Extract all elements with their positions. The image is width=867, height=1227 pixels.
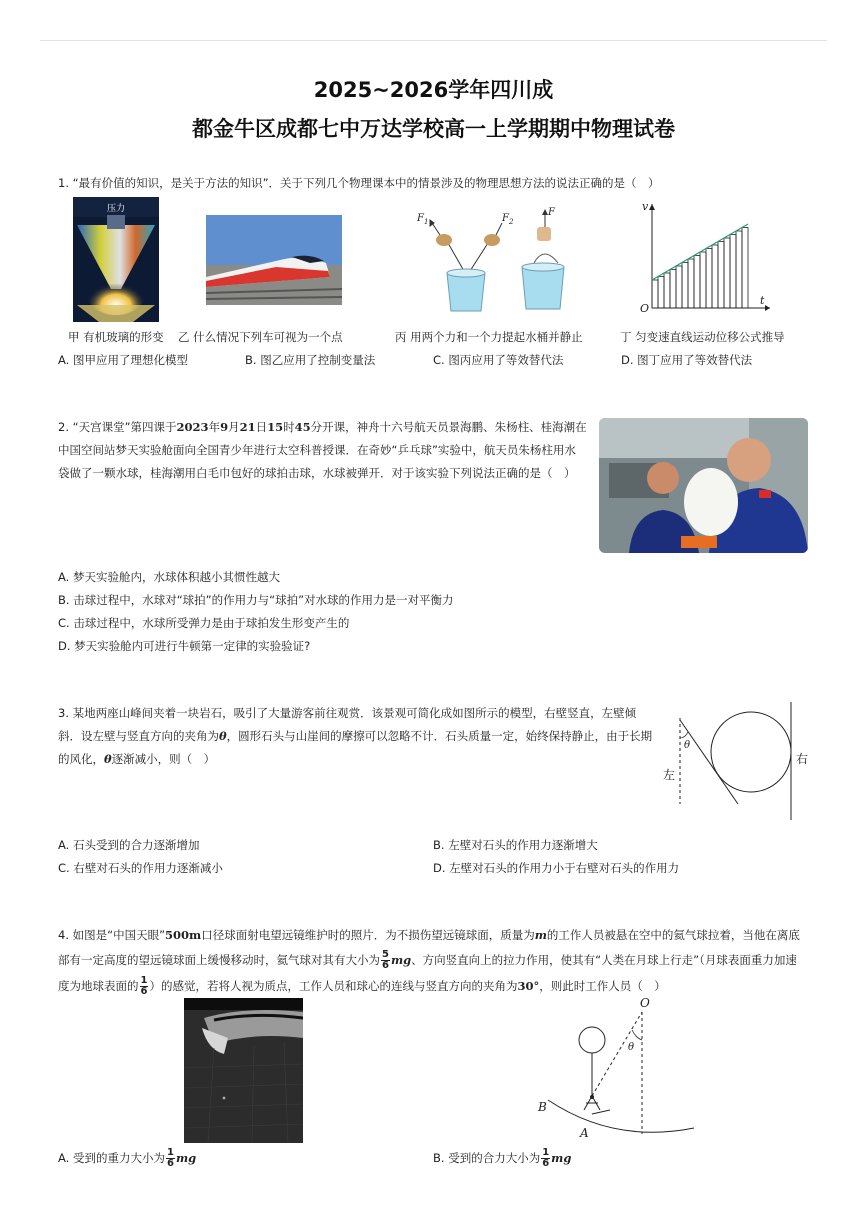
q1-option-d[interactable]: D. 图丁应用了等效替代法 <box>621 353 753 367</box>
q1-image-ding-vt-graph <box>636 200 776 316</box>
vt-strip <box>658 277 664 309</box>
vt-strip <box>742 228 748 309</box>
fraction-1-6: $\frac{1}{6}$ <box>166 1147 174 1169</box>
point-o-label: O <box>640 996 650 1010</box>
vt-strip <box>682 263 688 309</box>
fig-theta-label: θ <box>628 1042 635 1053</box>
vt-strip <box>688 259 694 308</box>
force-f2-label: $F_2$ <box>502 213 514 226</box>
point-b-label: B <box>538 1100 547 1114</box>
q2-photo-space-station <box>599 418 808 553</box>
vt-strip <box>700 252 706 308</box>
vt-strip <box>664 273 670 308</box>
fig-left-label: 左 <box>663 768 676 782</box>
q3-figure-rock <box>660 700 820 828</box>
q2-line2: 中国空间站梦天实验舱面向全国青少年进行太空科普授课．在奇妙“乒乓球”实验中，航天员朱杨柱用水 <box>58 443 576 457</box>
q4-line1: 4. 如图是“中国天眼”500m口径球面射电望远镜维护时的照片．为不损伤望远镜球面，质量为m的工作人员被悬在空中的氦气球拉着，当他在离底 <box>58 928 800 942</box>
q1-caption-yi: 乙 什么情况下列车可视为一个点 <box>178 330 343 344</box>
q3-option-c[interactable]: C. 右壁对石头的作用力逐渐减小 <box>58 861 223 875</box>
page-title-line1: 2025~2026学年四川成 <box>313 78 554 102</box>
q3-line3: 的风化，θ逐渐减小，则（ ） <box>58 752 216 766</box>
q2-option-a[interactable]: A. 梦天实验舱内，水球体积越小其惯性越大 <box>58 570 280 584</box>
q4-figure-schematic <box>534 996 700 1144</box>
q2-option-c[interactable]: C. 击球过程中，水球所受弹力是由于球拍发生形变产生的 <box>58 616 350 630</box>
fraction-1-6: $\frac{1}{6}$ <box>542 1147 550 1169</box>
q4-line3: 度为地球表面的 $\frac{1}{6}$ ）的感觉，若将人视为质点，工作人员和球心的连线与竖直方向的夹角为30°，则此时工作人员（ ） <box>58 975 666 997</box>
q4-option-b[interactable]: B. 受到的合力大小为 $\frac{1}{6}$ mg <box>433 1147 572 1169</box>
q1-caption-jia: 甲 有机玻璃的形变 <box>68 330 164 344</box>
vt-strip <box>676 266 682 308</box>
vt-strip <box>694 256 700 309</box>
q1-image-yi-train <box>206 215 342 305</box>
vt-strip <box>718 242 724 309</box>
q1-option-a[interactable]: A. 图甲应用了理想化模型 <box>58 353 188 367</box>
force-f-label: F <box>548 207 555 218</box>
point-a-label: A <box>580 1126 589 1140</box>
vt-strip <box>736 231 742 308</box>
q4-option-a[interactable]: A. 受到的重力大小为 $\frac{1}{6}$ mg <box>58 1147 197 1169</box>
q3-option-a[interactable]: A. 石头受到的合力逐渐增加 <box>58 838 200 852</box>
q3-option-b[interactable]: B. 左壁对石头的作用力逐渐增大 <box>433 838 598 852</box>
fig-theta: θ <box>684 740 691 751</box>
q2-option-b[interactable]: B. 击球过程中，水球对“球拍”的作用力与“球拍”对水球的作用力是一对平衡力 <box>58 593 454 607</box>
q3-line2: 斜．设左壁与竖直方向的夹角为θ，圆形石头与山崖间的摩擦可以忽略不计．石头质量一定，始终保持静止，由于长期 <box>58 729 653 743</box>
q1-image-bing-buckets <box>412 205 572 315</box>
fraction-5-6: $\frac{5}{6}$ <box>382 949 389 971</box>
origin-label: O <box>640 302 650 315</box>
q1-option-b[interactable]: B. 图乙应用了控制变量法 <box>245 353 376 367</box>
q4-line2: 部有一定高度的望远镜球面上缓慢移动时，氦气球对其有大小为 $\frac{5}{6}$ mg、方向竖直向上的拉力作用，使其有“人类在月球上行走”（月球表面重力加速 <box>58 949 797 971</box>
q1-caption-ding: 丁 匀变速直线运动位移公式推导 <box>620 330 785 344</box>
q2-option-d[interactable]: D. 梦天实验舱内可进行牛顿第一定律的实验验证? <box>58 639 311 653</box>
fig-right-label: 右 <box>796 752 809 766</box>
pressure-label: 压力 <box>107 204 126 214</box>
vt-strip <box>712 245 718 308</box>
force-f1-label: $F_1$ <box>417 213 429 226</box>
axis-t-label: t <box>760 294 765 307</box>
vt-strip <box>724 238 730 308</box>
q3-line1: 3. 某地两座山峰间夹着一块岩石，吸引了大量游客前往观赏．该景观可简化成如图所示的模型，右壁竖直，左壁倾 <box>58 706 637 720</box>
axis-v-label: v <box>642 200 649 213</box>
q3-option-d[interactable]: D. 左壁对石头的作用力小于右壁对石头的作用力 <box>433 861 680 875</box>
page-title-line2: 都金牛区成都七中万达学校高一上学期期中物理试卷 <box>192 117 675 141</box>
vt-strip <box>652 280 658 308</box>
q1-option-c[interactable]: C. 图丙应用了等效替代法 <box>433 353 564 367</box>
q4-photo-fast-telescope <box>184 998 303 1143</box>
q2-line3: 袋做了一颗水球，桂海潮用白毛巾包好的球拍击球，水球被弹开．对于该实验下列说法正确的是（ ） <box>58 466 576 480</box>
q2-line1: 2. “天宫课堂”第四课于2023年9月21日15时45分开课，神舟十六号航天员景海鹏、朱杨柱、桂海潮在 <box>58 420 587 434</box>
fraction-1-6: $\frac{1}{6}$ <box>140 975 148 997</box>
vt-strip <box>706 249 712 309</box>
vt-strip <box>670 270 676 309</box>
top-rule <box>40 40 827 41</box>
q1-image-jia <box>73 197 159 322</box>
vt-strip <box>730 235 736 309</box>
q1-caption-bing: 丙 用两个力和一个力提起水桶并静止 <box>395 330 583 344</box>
q1-stem: 1. “最有价值的知识，是关于方法的知识”．关于下列几个物理课本中的情景涉及的物理思想方法的说法正确的是（ ） <box>58 176 660 190</box>
